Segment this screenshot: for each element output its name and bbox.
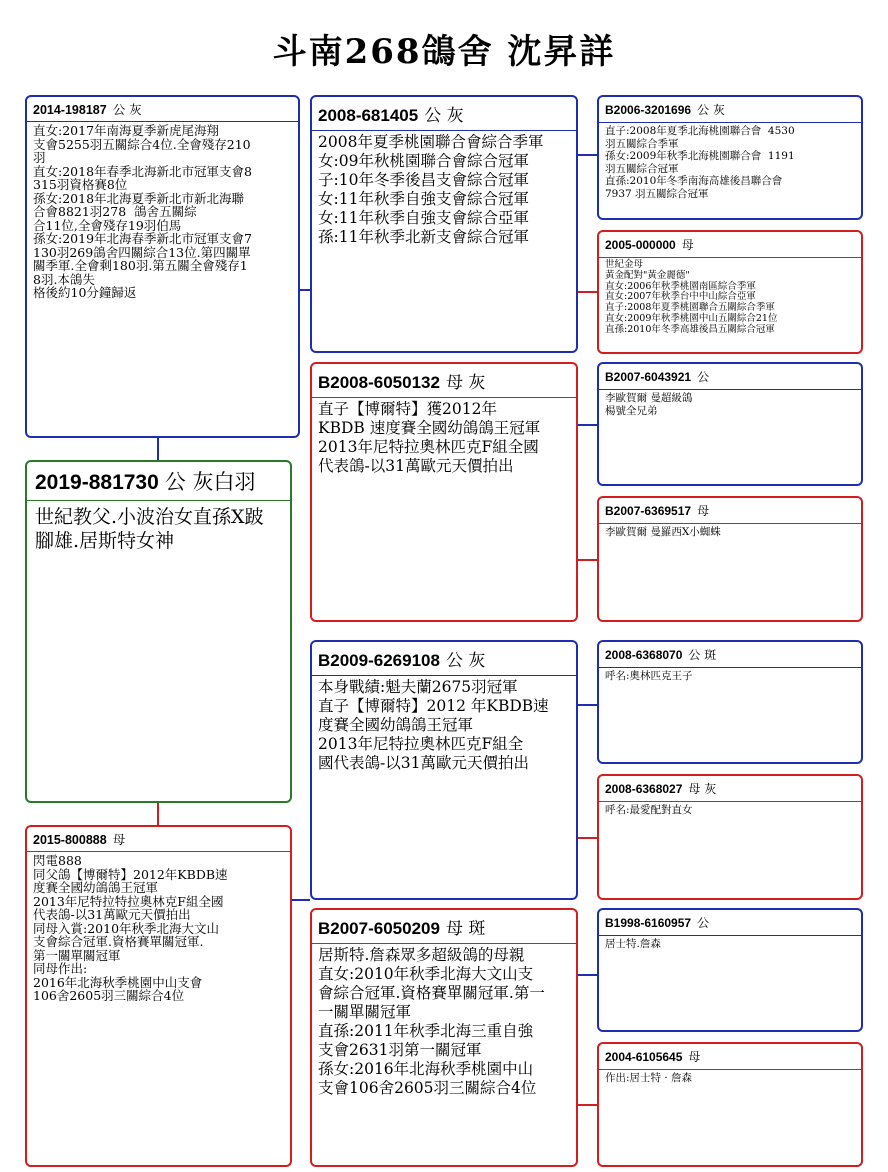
sex-color: 母: [688, 1050, 701, 1064]
card-header: [27, 97, 298, 122]
note-line: 作出:居士特 · 詹森: [605, 1072, 693, 1084]
note-line: 第一關單關冠軍: [33, 947, 121, 963]
ring-number: 2005-000000: [605, 238, 676, 252]
ring-number: B1998-6160957: [605, 916, 692, 930]
sex-color: 公 灰: [697, 103, 725, 117]
card-notes: [27, 122, 298, 302]
ring-number: 2015-800888: [33, 833, 107, 847]
note-line: 孫女:2016年北海秋季桃園中山: [318, 1060, 534, 1078]
card-notes: [599, 390, 861, 419]
card-header: [312, 642, 576, 676]
note-line: 楊號全兄弟: [605, 404, 658, 417]
note-line: 閃電888: [33, 853, 82, 868]
card-header: [27, 462, 290, 501]
note-line: 世紀金母: [605, 259, 644, 270]
note-line: 本身戰績:魁夫蘭2675羽冠軍: [318, 678, 518, 696]
ring-number: B2007-6369517: [605, 504, 692, 518]
note-line: 同母作出:: [33, 961, 88, 976]
sex-color: 公 斑: [688, 648, 717, 662]
card-header: [27, 827, 290, 852]
ring-number: B2008-6050132: [318, 373, 440, 392]
note-line: 一關單關冠軍: [318, 1003, 412, 1021]
card-notes: [599, 668, 861, 685]
sex-color: 公 灰白羽: [164, 470, 256, 494]
pigeon-card-ssd: [597, 230, 863, 354]
note-line: 孫:11年秋季北新支會綜合冠軍: [318, 228, 529, 246]
note-line: 直子【博爾特】2012 年KBDB速: [318, 697, 549, 715]
note-line: 度賽全國幼鴿鴿王冠軍: [33, 880, 159, 895]
note-line: 支會綜合冠軍.資格賽單關冠軍.: [33, 934, 204, 949]
pigeon-card-ddd: [597, 1042, 863, 1167]
note-line: 子:10年冬季後昌支會綜合冠軍: [318, 171, 529, 189]
note-line: 2008年夏季桃園聯合會綜合季軍: [318, 133, 544, 151]
card-notes: [312, 131, 576, 249]
ring-number: B2007-6043921: [605, 370, 692, 384]
note-line: 羽: [33, 150, 46, 165]
note-line: 孫女:2019年北海春季新北市冠軍支會7: [33, 231, 252, 246]
pigeon-card-sds: [597, 362, 863, 486]
note-line: 直女:2018年春季北海新北市冠軍支會8: [33, 163, 252, 179]
note-line: 直孫:2010年冬季南海高雄後昌聯合會: [605, 175, 783, 187]
note-line: 女:11年秋季自強支會綜合冠軍: [318, 190, 529, 208]
note-line: 度賽全國幼鴿鴿王冠軍: [318, 716, 474, 734]
note-line: 直孫:2011年秋季北海三重自強: [318, 1022, 534, 1040]
card-header: [599, 642, 861, 668]
sex-color: 母: [697, 504, 710, 518]
note-line: 同母入賞:2010年秋季北海大文山: [33, 920, 220, 936]
note-line: 支會106舍2605羽三關綜合4位: [318, 1079, 537, 1097]
pigeon-card-sss: [597, 95, 863, 220]
note-line: 直女:2017年南海夏季新虎尾海翔: [33, 123, 220, 138]
note-line: 2013年尼特拉奧林匹克F組全國: [318, 438, 539, 456]
note-line: 呼名:奧林匹克王子: [605, 670, 693, 682]
note-line: 同父鴿【博爾特】2012年KBDB速: [33, 866, 228, 882]
note-line: 直子:2008年夏季桃園聯合五關綜合季軍: [605, 302, 775, 314]
card-header: [599, 776, 861, 802]
note-line: 支會5255羽五關綜合4位.全會殘存210: [33, 136, 251, 152]
card-header: [599, 498, 861, 524]
sex-color: 公 灰: [112, 102, 142, 117]
card-header: [312, 97, 576, 131]
card-notes: [599, 1070, 861, 1087]
ring-number: B2009-6269108: [318, 651, 440, 670]
card-header: [312, 364, 576, 398]
note-line: 世紀教父.小波治女直孫X跛: [35, 506, 264, 528]
ring-number: B2007-6050209: [318, 919, 440, 938]
pigeon-card-dsd: [597, 774, 863, 900]
note-line: 呼名:最愛配對直女: [605, 804, 693, 816]
sex-color: 母 灰: [445, 373, 486, 393]
note-line: 130羽269鴿舍四關綜合13位.第四關單: [33, 244, 251, 260]
note-line: 格後約10分鐘歸返: [33, 285, 137, 300]
note-line: 李歐賀爾 曼羅西X小蜘蛛: [605, 526, 721, 538]
sex-color: 母 灰: [688, 782, 717, 796]
note-line: 腳雄.居斯特女神: [35, 530, 175, 552]
card-header: [599, 232, 861, 258]
sex-color: 公: [697, 370, 710, 384]
note-line: 合11位,全會殘存19羽伯馬: [33, 217, 182, 233]
card-header: [599, 364, 861, 390]
ring-number: 2008-6368027: [605, 782, 683, 796]
pigeon-card-dam-dam: [310, 908, 578, 1167]
note-line: 羽五關綜合季軍: [605, 137, 679, 150]
note-line: 女:09年秋桃園聯合會綜合冠軍: [318, 152, 529, 170]
card-notes: [599, 936, 861, 953]
note-line: 代表鴿-以31萬歐元天價拍出: [318, 457, 514, 475]
card-header: [599, 97, 861, 123]
card-notes: [312, 398, 576, 478]
note-line: 直女:2006年秋季桃園南區綜合季軍: [605, 280, 756, 292]
ring-number: 2014-198187: [33, 103, 107, 117]
card-notes: [312, 944, 576, 1100]
note-line: 直子:2008年夏季北海桃園聯合會 4530: [605, 125, 795, 137]
pigeon-card-dam: [25, 825, 292, 1167]
pigeon-card-sire: [25, 95, 300, 438]
note-line: KBDB 速度賽全國幼鴿鴿王冠軍: [318, 419, 541, 437]
sex-color: 母: [681, 238, 694, 252]
note-line: 居士特.詹森: [605, 938, 661, 950]
note-line: 支會2631羽第一關冠軍: [318, 1041, 482, 1059]
sex-color: 公 灰: [445, 651, 486, 671]
note-line: 直女:2010年秋季北海大文山支: [318, 965, 534, 983]
card-header: [312, 910, 576, 944]
note-line: 2016年北海秋季桃園中山支會: [33, 974, 203, 990]
note-line: 直子【博爾特】獲2012年: [318, 400, 497, 418]
note-line: 羽五關綜合冠軍: [605, 162, 679, 175]
note-line: 106舍2605羽三關綜合4位: [33, 988, 185, 1003]
note-line: 國代表鴿-以31萬歐元天價拍出: [318, 754, 529, 772]
note-line: 直女:2007年秋季台中中山綜合亞軍: [605, 291, 756, 303]
sex-color: 母: [112, 832, 126, 847]
pigeon-card-subject: [25, 460, 292, 803]
card-notes: [27, 852, 290, 1005]
note-line: 女:11年秋季自強支會綜合亞軍: [318, 209, 529, 227]
ring-number: 2019-881730: [35, 471, 159, 494]
pigeon-card-sire-sire: [310, 95, 578, 353]
note-line: 8羽.本鴿失: [33, 271, 95, 287]
card-notes: [599, 802, 861, 819]
note-line: 7937 羽五關綜合冠軍: [605, 187, 709, 200]
card-notes: [599, 123, 861, 202]
ring-number: 2008-681405: [318, 106, 419, 125]
page-title: 斗南268鴿舍 沈昇詳: [272, 32, 616, 72]
note-line: 直女:2009年秋季桃園中山五關綜合21位: [605, 312, 778, 324]
ring-number: 2004-6105645: [605, 1050, 683, 1064]
card-header: [599, 1044, 861, 1070]
note-line: 孫女:2018年北海夏季新北市新北海聯: [33, 190, 245, 206]
pigeon-card-dds: [597, 908, 863, 1032]
note-line: 合會8821羽278 鴿舍五關綜: [33, 204, 197, 219]
note-line: 2013年尼特拉奧林匹克F組全: [318, 735, 524, 753]
note-line: 2013年尼特拉特拉奧林克F組全國: [33, 893, 224, 909]
note-line: 居斯特.詹森眾多超級鴿的母親: [318, 946, 525, 964]
pigeon-card-sdd: [597, 496, 863, 622]
sex-color: 公 灰: [424, 106, 464, 126]
ring-number: B2006-3201696: [605, 103, 692, 117]
card-notes: [599, 258, 861, 338]
note-line: 黃金配對"黃金麗德": [605, 269, 690, 281]
pigeon-card-dam-sire: [310, 640, 578, 900]
pigeon-card-sire-dam: [310, 362, 578, 622]
card-notes: [599, 524, 861, 541]
note-line: 315羽資格賽8位: [33, 177, 128, 192]
sex-color: 母 斑: [445, 919, 486, 939]
note-line: 孫女:2009年秋季北海桃園聯合會 1191: [605, 150, 795, 162]
note-line: 代表鴿-以31萬歐元天價拍出: [33, 907, 191, 922]
sex-color: 公: [697, 916, 710, 930]
card-notes: [27, 501, 290, 557]
note-line: 直孫:2010年冬季高雄後昌五關綜合冠軍: [605, 323, 775, 335]
note-line: 關季軍.全會剩180羽.第五關全會殘存1: [33, 258, 248, 273]
pigeon-card-dss: [597, 640, 863, 764]
note-line: 李歐賀爾 曼超級鴿: [605, 392, 693, 404]
card-notes: [312, 676, 576, 775]
card-header: [599, 910, 861, 936]
note-line: 會綜合冠軍.資格賽單關冠軍.第一: [318, 984, 545, 1002]
ring-number: 2008-6368070: [605, 648, 683, 662]
